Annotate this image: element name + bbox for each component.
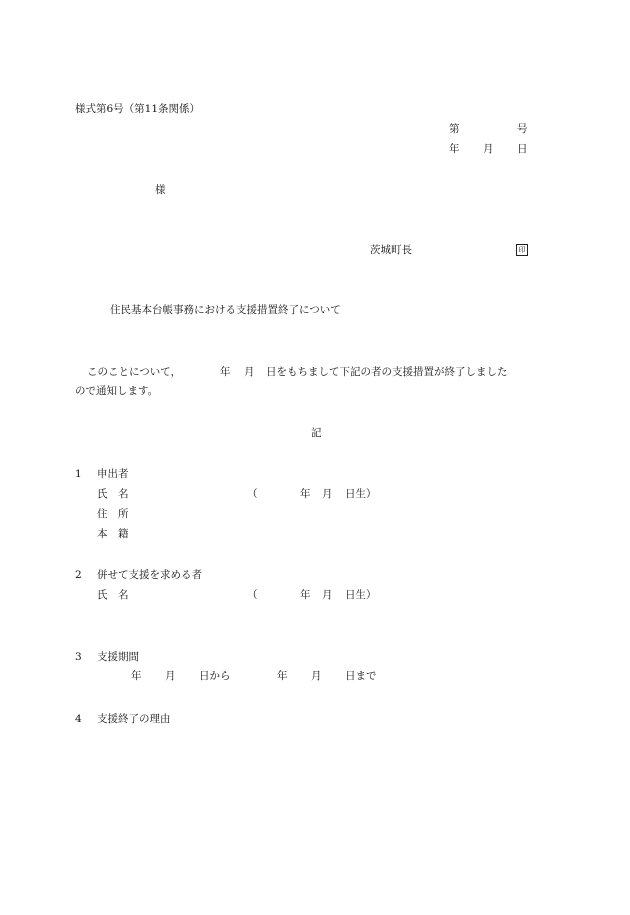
body-line2: ので通知します。 bbox=[75, 385, 159, 397]
section3-to: 日まで bbox=[345, 670, 377, 682]
section2-label: 併せて支援を求める者 bbox=[97, 569, 202, 581]
addressee-suffix: 様 bbox=[155, 184, 166, 196]
number-prefix: 第 bbox=[449, 123, 460, 135]
document-title: 住民基本台帳事務における支援措置終了について bbox=[110, 304, 341, 316]
date-month: 月 bbox=[483, 143, 494, 155]
section3-month-start: 月 bbox=[165, 670, 176, 682]
date-day: 日 bbox=[517, 143, 528, 155]
issuer-title: 茨城町長 bbox=[370, 244, 412, 256]
form-id: 様式第6号（第11条関係） bbox=[75, 103, 201, 115]
section2-paren-open: （ bbox=[247, 589, 258, 601]
date-year: 年 bbox=[449, 143, 460, 155]
seal-stamp: 印 bbox=[516, 244, 528, 256]
section1-address-label: 住 所 bbox=[97, 508, 129, 520]
section3-year-start: 年 bbox=[131, 670, 142, 682]
ki-heading: 記 bbox=[311, 427, 322, 439]
section3-month-end: 月 bbox=[311, 670, 322, 682]
section1-label: 申出者 bbox=[97, 468, 129, 480]
section2-month: 月 bbox=[322, 589, 333, 601]
section3-label: 支援期間 bbox=[97, 651, 139, 663]
number-suffix: 号 bbox=[517, 123, 528, 135]
section1-paren-open: （ bbox=[247, 488, 258, 500]
section4-number: 4 bbox=[75, 713, 82, 725]
section1-number: 1 bbox=[75, 468, 82, 480]
section1-domicile-label: 本 籍 bbox=[97, 528, 129, 540]
section3-year-end: 年 bbox=[277, 670, 288, 682]
body-month: 月 bbox=[244, 366, 255, 378]
section1-name-label: 氏 名 bbox=[97, 488, 129, 500]
section3-from: 日から bbox=[199, 670, 231, 682]
section4-label: 支援終了の理由 bbox=[97, 713, 171, 725]
section2-name-label: 氏 名 bbox=[97, 589, 129, 601]
body-year: 年 bbox=[220, 366, 231, 378]
section1-year: 年 bbox=[300, 488, 311, 500]
section1-month: 月 bbox=[322, 488, 333, 500]
section2-birth: 日生） bbox=[345, 589, 377, 601]
section2-year: 年 bbox=[300, 589, 311, 601]
section2-number: 2 bbox=[75, 569, 82, 581]
body-line1-rest: 日をもちまして下記の者の支援措置が終了しました bbox=[266, 366, 508, 378]
body-line1-start: このことについて， bbox=[87, 366, 182, 378]
section1-birth: 日生） bbox=[345, 488, 377, 500]
section3-number: 3 bbox=[75, 651, 82, 663]
